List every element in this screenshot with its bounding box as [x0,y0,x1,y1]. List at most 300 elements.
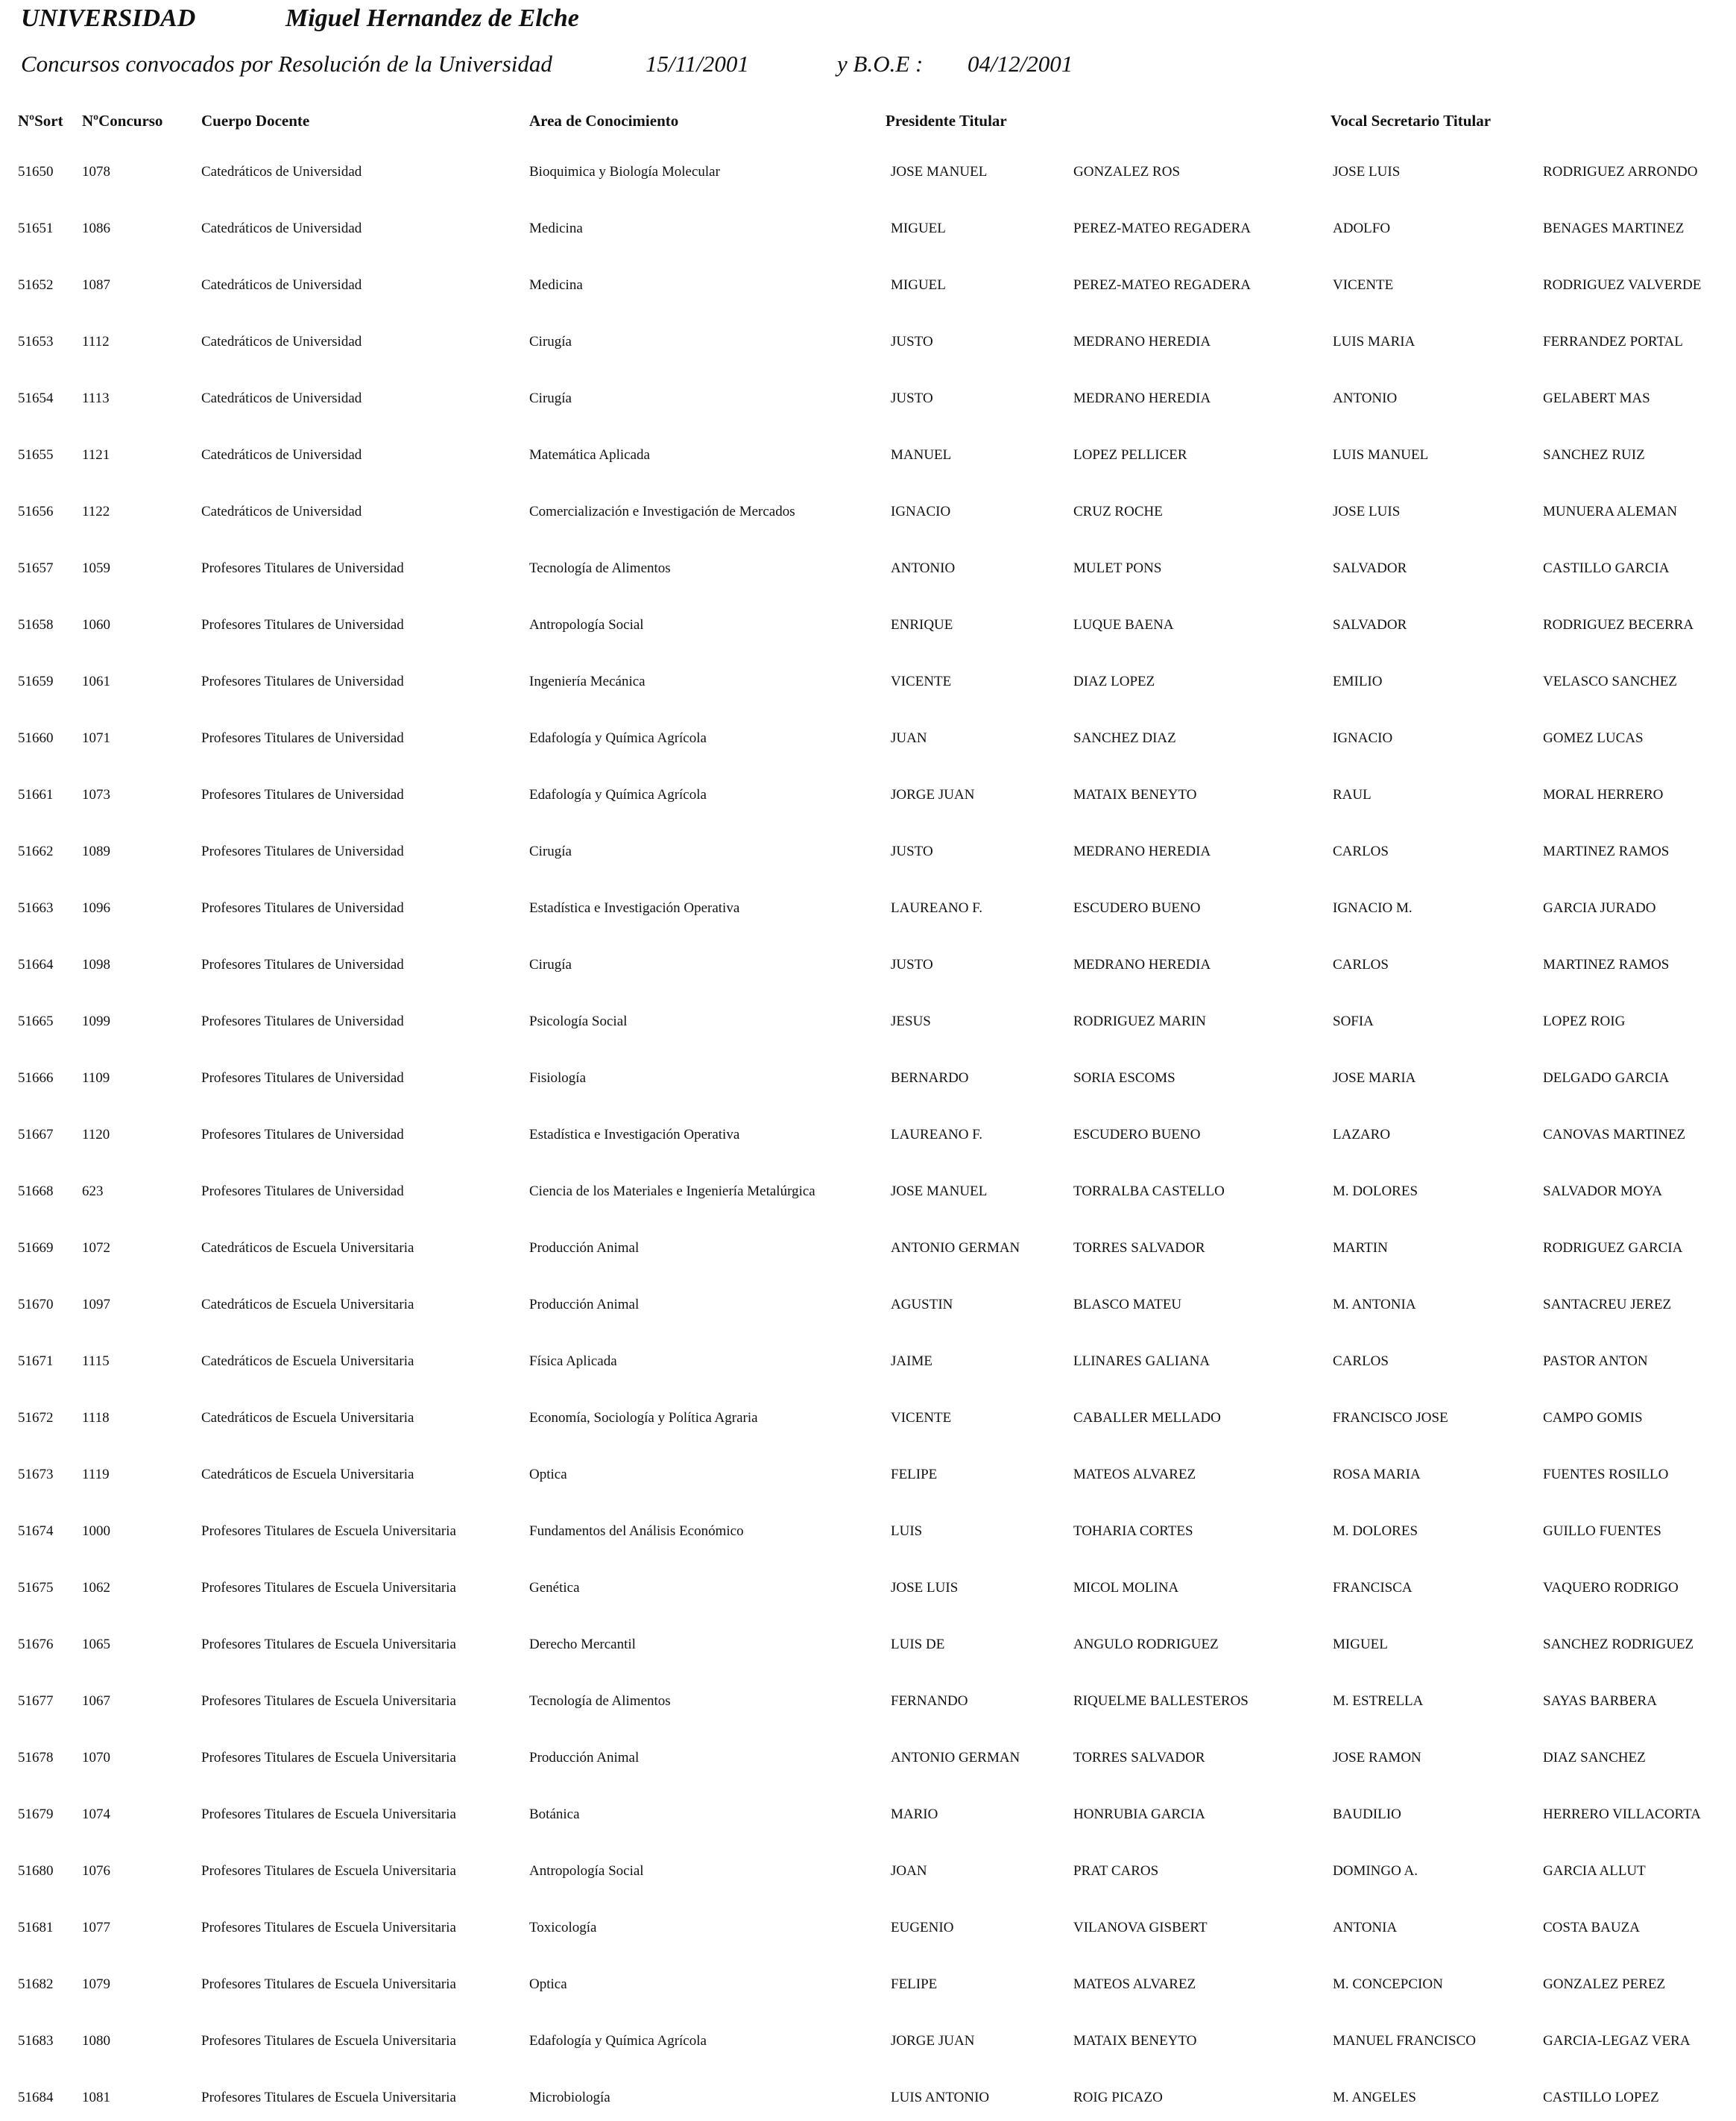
area-conocimiento: Edafología y Química Agrícola [529,730,707,746]
cuerpo-docente: Profesores Titulares de Escuela Universitaria [201,2090,456,2105]
vocal-apellidos: GONZALEZ PEREZ [1543,1976,1666,1992]
vocal-apellidos: HERRERO VILLACORTA [1543,1807,1701,1822]
presidente-nombre: ANTONIO GERMAN [891,1750,1020,1766]
vocal-nombre: M. ANGELES [1333,2090,1416,2105]
boe-label: y B.O.E : [837,51,924,77]
concurso-number: 1099 [82,1014,110,1029]
concurso-number: 1089 [82,844,110,859]
sort-number: 51676 [18,1637,54,1652]
sort-number: 51671 [18,1353,54,1369]
area-conocimiento: Optica [529,1976,567,1992]
table-row [0,1637,1736,1662]
col-header-cuerpo: Cuerpo Docente [201,112,310,130]
vocal-nombre: LUIS MARIA [1333,334,1415,350]
concurso-number: 1000 [82,1523,110,1539]
vocal-nombre: FRANCISCA [1333,1580,1413,1596]
area-conocimiento: Toxicología [529,1920,597,1935]
vocal-nombre: M. CONCEPCION [1333,1976,1443,1992]
table-row [0,447,1736,472]
vocal-apellidos: MARTINEZ RAMOS [1543,844,1670,859]
sort-number: 51672 [18,1410,54,1426]
area-conocimiento: Medicina [529,221,583,236]
presidente-nombre: JUSTO [891,844,933,859]
concurso-number: 1062 [82,1580,110,1596]
presidente-nombre: FELIPE [891,1467,938,1482]
vocal-apellidos: GOMEZ LUCAS [1543,730,1644,746]
sort-number: 51684 [18,2090,54,2105]
table-row [0,2090,1736,2115]
concurso-number: 1080 [82,2033,110,2049]
presidente-apellidos: LOPEZ PELLICER [1073,447,1187,463]
presidente-apellidos: MATAIX BENEYTO [1073,787,1197,803]
boe-date: 04/12/2001 [968,51,1073,77]
cuerpo-docente: Catedráticos de Universidad [201,221,362,236]
cuerpo-docente: Profesores Titulares de Universidad [201,1070,404,1086]
vocal-apellidos: LOPEZ ROIG [1543,1014,1626,1029]
cuerpo-docente: Profesores Titulares de Escuela Universitaria [201,1693,456,1709]
presidente-apellidos: BLASCO MATEU [1073,1297,1182,1312]
presidente-nombre: LAUREANO F. [891,1127,983,1142]
vocal-nombre: JOSE MARIA [1333,1070,1416,1086]
presidente-nombre: LUIS DE [891,1637,945,1652]
col-header-vocal: Vocal Secretario Titular [1331,112,1492,130]
cuerpo-docente: Catedráticos de Escuela Universitaria [201,1467,414,1482]
vocal-nombre: M. ESTRELLA [1333,1693,1424,1709]
table-row [0,900,1736,926]
table-row [0,391,1736,416]
vocal-apellidos: GARCIA JURADO [1543,900,1656,916]
presidente-apellidos: TORRES SALVADOR [1073,1240,1205,1256]
table-row [0,1183,1736,1209]
area-conocimiento: Bioquimica y Biología Molecular [529,164,720,180]
cuerpo-docente: Catedráticos de Universidad [201,277,362,293]
vocal-apellidos: MUNUERA ALEMAN [1543,504,1677,519]
presidente-nombre: JAIME [891,1353,932,1369]
sort-number: 51679 [18,1807,54,1822]
sort-number: 51652 [18,277,54,293]
table-row [0,504,1736,529]
vocal-apellidos: VELASCO SANCHEZ [1543,674,1677,689]
presidente-apellidos: TORRES SALVADOR [1073,1750,1205,1766]
area-conocimiento: Producción Animal [529,1240,640,1256]
area-conocimiento: Edafología y Química Agrícola [529,2033,707,2049]
vocal-nombre: JOSE RAMON [1333,1750,1421,1766]
cuerpo-docente: Profesores Titulares de Universidad [201,1014,404,1029]
presidente-nombre: JUSTO [891,957,933,973]
vocal-nombre: CARLOS [1333,844,1389,859]
sort-number: 51666 [18,1070,54,1086]
area-conocimiento: Microbiología [529,2090,610,2105]
sort-number: 51661 [18,787,54,803]
sort-number: 51667 [18,1127,54,1142]
presidente-nombre: IGNACIO [891,504,951,519]
concurso-number: 1096 [82,900,110,916]
concurso-number: 1081 [82,2090,110,2105]
area-conocimiento: Producción Animal [529,1297,640,1312]
table-row [0,730,1736,756]
area-conocimiento: Botánica [529,1807,580,1822]
vocal-apellidos: PASTOR ANTON [1543,1353,1648,1369]
presidente-nombre: JESUS [891,1014,931,1029]
presidente-nombre: VICENTE [891,674,952,689]
concurso-number: 1113 [82,391,110,406]
vocal-apellidos: GARCIA ALLUT [1543,1863,1646,1879]
vocal-apellidos: GARCIA-LEGAZ VERA [1543,2033,1691,2049]
sort-number: 51654 [18,391,54,406]
cuerpo-docente: Profesores Titulares de Escuela Universitaria [201,1863,456,1879]
sort-number: 51674 [18,1523,54,1539]
table-row [0,957,1736,982]
area-conocimiento: Matemática Aplicada [529,447,650,463]
concurso-number: 1120 [82,1127,110,1142]
cuerpo-docente: Catedráticos de Universidad [201,447,362,463]
sort-number: 51662 [18,844,54,859]
vocal-nombre: ADOLFO [1333,221,1391,236]
presidente-apellidos: ROIG PICAZO [1073,2090,1163,2105]
sort-number: 51664 [18,957,54,973]
concurso-number: 1109 [82,1070,110,1086]
concurso-number: 1073 [82,787,110,803]
cuerpo-docente: Profesores Titulares de Escuela Universitaria [201,1750,456,1766]
presidente-apellidos: ESCUDERO BUENO [1073,900,1201,916]
presidente-apellidos: RODRIGUEZ MARIN [1073,1014,1206,1029]
concurso-number: 1059 [82,560,110,576]
vocal-nombre: JOSE LUIS [1333,504,1401,519]
table-row [0,674,1736,699]
area-conocimiento: Antropología Social [529,617,644,633]
vocal-apellidos: CASTILLO GARCIA [1543,560,1670,576]
sort-number: 51682 [18,1976,54,1992]
presidente-nombre: MANUEL [891,447,952,463]
vocal-apellidos: RODRIGUEZ ARRONDO [1543,164,1698,180]
table-row [0,1297,1736,1322]
cuerpo-docente: Profesores Titulares de Escuela Universitaria [201,2033,456,2049]
sort-number: 51678 [18,1750,54,1766]
area-conocimiento: Cirugía [529,334,572,350]
presidente-nombre: LAUREANO F. [891,900,983,916]
concurso-number: 1086 [82,221,110,236]
cuerpo-docente: Catedráticos de Universidad [201,391,362,406]
presidente-apellidos: VILANOVA GISBERT [1073,1920,1208,1935]
area-conocimiento: Antropología Social [529,1863,644,1879]
sort-number: 51670 [18,1297,54,1312]
vocal-apellidos: DELGADO GARCIA [1543,1070,1670,1086]
presidente-apellidos: MATEOS ALVAREZ [1073,1976,1196,1992]
vocal-apellidos: DIAZ SANCHEZ [1543,1750,1646,1766]
concurso-number: 1115 [82,1353,110,1369]
area-conocimiento: Cirugía [529,957,572,973]
vocal-apellidos: RODRIGUEZ GARCIA [1543,1240,1683,1256]
area-conocimiento: Optica [529,1467,567,1482]
vocal-nombre: MARTIN [1333,1240,1388,1256]
vocal-nombre: MIGUEL [1333,1637,1388,1652]
subtitle-text: Concursos convocados por Resolución de la Universidad [21,51,552,77]
cuerpo-docente: Profesores Titulares de Escuela Universitaria [201,1637,456,1652]
vocal-apellidos: VAQUERO RODRIGO [1543,1580,1679,1596]
presidente-nombre: ANTONIO [891,560,956,576]
presidente-apellidos: MATAIX BENEYTO [1073,2033,1197,2049]
sort-number: 51673 [18,1467,54,1482]
area-conocimiento: Fundamentos del Análisis Económico [529,1523,744,1539]
university-name: Miguel Hernandez de Elche [285,4,579,32]
presidente-nombre: JORGE JUAN [891,787,975,803]
presidente-apellidos: MEDRANO HEREDIA [1073,391,1211,406]
concurso-number: 1119 [82,1467,110,1482]
vocal-nombre: FRANCISCO JOSE [1333,1410,1448,1426]
concurso-number: 1087 [82,277,110,293]
presidente-apellidos: SORIA ESCOMS [1073,1070,1175,1086]
vocal-nombre: VICENTE [1333,277,1394,293]
presidente-nombre: MARIO [891,1807,938,1822]
vocal-apellidos: MORAL HERRERO [1543,787,1664,803]
table-row [0,2033,1736,2058]
sort-number: 51675 [18,1580,54,1596]
concurso-number: 1079 [82,1976,110,1992]
concurso-number: 1122 [82,504,110,519]
vocal-apellidos: GELABERT MAS [1543,391,1650,406]
sort-number: 51677 [18,1693,54,1709]
presidente-nombre: LUIS [891,1523,923,1539]
cuerpo-docente: Profesores Titulares de Universidad [201,844,404,859]
vocal-nombre: M. DOLORES [1333,1183,1418,1199]
cuerpo-docente: Catedráticos de Universidad [201,164,362,180]
table-row [0,1014,1736,1039]
vocal-apellidos: FUENTES ROSILLO [1543,1467,1669,1482]
table-row [0,617,1736,642]
presidente-nombre: EUGENIO [891,1920,954,1935]
vocal-nombre: CARLOS [1333,1353,1389,1369]
area-conocimiento: Psicología Social [529,1014,628,1029]
vocal-nombre: CARLOS [1333,957,1389,973]
vocal-nombre: EMILIO [1333,674,1383,689]
vocal-apellidos: RODRIGUEZ BECERRA [1543,617,1694,633]
sort-number: 51653 [18,334,54,350]
vocal-nombre: RAUL [1333,787,1372,803]
sort-number: 51658 [18,617,54,633]
area-conocimiento: Física Aplicada [529,1353,617,1369]
cuerpo-docente: Profesores Titulares de Universidad [201,1183,404,1199]
table-row [0,1863,1736,1888]
cuerpo-docente: Profesores Titulares de Escuela Universitaria [201,1920,456,1935]
concurso-number: 1121 [82,447,110,463]
area-conocimiento: Estadística e Investigación Operativa [529,1127,740,1142]
cuerpo-docente: Catedráticos de Universidad [201,334,362,350]
presidente-nombre: JOSE MANUEL [891,1183,988,1199]
table-row [0,1523,1736,1549]
presidente-nombre: BERNARDO [891,1070,969,1086]
cuerpo-docente: Profesores Titulares de Universidad [201,674,404,689]
presidente-nombre: JORGE JUAN [891,2033,975,2049]
table-row [0,1353,1736,1379]
cuerpo-docente: Profesores Titulares de Escuela Universitaria [201,1976,456,1992]
cuerpo-docente: Profesores Titulares de Escuela Universitaria [201,1807,456,1822]
area-conocimiento: Ciencia de los Materiales e Ingeniería Metalúrgica [529,1183,815,1199]
cuerpo-docente: Profesores Titulares de Universidad [201,560,404,576]
concurso-number: 1072 [82,1240,110,1256]
area-conocimiento: Genética [529,1580,580,1596]
concurso-number: 1076 [82,1863,110,1879]
presidente-nombre: ANTONIO GERMAN [891,1240,1020,1256]
sort-number: 51650 [18,164,54,180]
presidente-apellidos: MULET PONS [1073,560,1162,576]
table-row [0,1693,1736,1719]
table-row [0,844,1736,869]
cuerpo-docente: Profesores Titulares de Universidad [201,900,404,916]
cuerpo-docente: Profesores Titulares de Universidad [201,617,404,633]
sort-number: 51681 [18,1920,54,1935]
vocal-apellidos: COSTA BAUZA [1543,1920,1640,1935]
resolution-date: 15/11/2001 [646,51,749,77]
table-row [0,1580,1736,1605]
presidente-apellidos: LLINARES GALIANA [1073,1353,1211,1369]
cuerpo-docente: Catedráticos de Escuela Universitaria [201,1240,414,1256]
table-row [0,1750,1736,1775]
area-conocimiento: Comercialización e Investigación de Mercados [529,504,795,519]
vocal-nombre: LUIS MANUEL [1333,447,1429,463]
concurso-number: 1061 [82,674,110,689]
table-row [0,1807,1736,1832]
sort-number: 51683 [18,2033,54,2049]
presidente-apellidos: PRAT CAROS [1073,1863,1159,1879]
vocal-apellidos: GUILLO FUENTES [1543,1523,1661,1539]
col-header-concurso: NºConcurso [82,112,163,130]
vocal-apellidos: SANCHEZ RUIZ [1543,447,1645,463]
area-conocimiento: Economía, Sociología y Política Agraria [529,1410,758,1426]
presidente-nombre: ENRIQUE [891,617,953,633]
university-label: UNIVERSIDAD [21,4,196,32]
cuerpo-docente: Profesores Titulares de Universidad [201,957,404,973]
cuerpo-docente: Profesores Titulares de Escuela Universitaria [201,1580,456,1596]
concurso-number: 1070 [82,1750,110,1766]
concurso-number: 1060 [82,617,110,633]
area-conocimiento: Producción Animal [529,1750,640,1766]
presidente-apellidos: LUQUE BAENA [1073,617,1174,633]
table-row [0,1127,1736,1152]
vocal-apellidos: SANCHEZ RODRIGUEZ [1543,1637,1694,1652]
table-row [0,1070,1736,1096]
table-row [0,1467,1736,1492]
vocal-apellidos: MARTINEZ RAMOS [1543,957,1670,973]
presidente-apellidos: SANCHEZ DIAZ [1073,730,1176,746]
vocal-apellidos: CASTILLO LOPEZ [1543,2090,1659,2105]
table-row [0,334,1736,359]
table-row [0,164,1736,189]
presidente-nombre: AGUSTIN [891,1297,953,1312]
sort-number: 51657 [18,560,54,576]
presidente-nombre: MIGUEL [891,277,946,293]
area-conocimiento: Tecnología de Alimentos [529,560,671,576]
presidente-apellidos: ESCUDERO BUENO [1073,1127,1201,1142]
cuerpo-docente: Catedráticos de Escuela Universitaria [201,1410,414,1426]
vocal-nombre: MANUEL FRANCISCO [1333,2033,1476,2049]
vocal-nombre: DOMINGO A. [1333,1863,1418,1879]
presidente-apellidos: MATEOS ALVAREZ [1073,1467,1196,1482]
vocal-nombre: M. DOLORES [1333,1523,1418,1539]
vocal-apellidos: FERRANDEZ PORTAL [1543,334,1683,350]
cuerpo-docente: Profesores Titulares de Escuela Universitaria [201,1523,456,1539]
vocal-nombre: SALVADOR [1333,617,1407,633]
vocal-nombre: LAZARO [1333,1127,1391,1142]
vocal-nombre: M. ANTONIA [1333,1297,1416,1312]
vocal-nombre: ANTONIA [1333,1920,1398,1935]
vocal-nombre: IGNACIO M. [1333,900,1413,916]
sort-number: 51680 [18,1863,54,1879]
presidente-nombre: JUSTO [891,391,933,406]
presidente-nombre: LUIS ANTONIO [891,2090,990,2105]
presidente-apellidos: ANGULO RODRIGUEZ [1073,1637,1219,1652]
area-conocimiento: Cirugía [529,391,572,406]
presidente-apellidos: TORRALBA CASTELLO [1073,1183,1225,1199]
concurso-number: 1074 [82,1807,110,1822]
presidente-apellidos: CABALLER MELLADO [1073,1410,1221,1426]
concurso-number: 1078 [82,164,110,180]
concurso-number: 1118 [82,1410,110,1426]
sort-number: 51663 [18,900,54,916]
concurso-number: 623 [82,1183,104,1199]
concurso-number: 1071 [82,730,110,746]
vocal-nombre: ANTONIO [1333,391,1398,406]
presidente-nombre: FERNANDO [891,1693,968,1709]
vocal-nombre: SALVADOR [1333,560,1407,576]
vocal-nombre: ROSA MARIA [1333,1467,1421,1482]
cuerpo-docente: Catedráticos de Universidad [201,504,362,519]
cuerpo-docente: Profesores Titulares de Universidad [201,1127,404,1142]
table-row [0,1240,1736,1265]
presidente-nombre: JOSE MANUEL [891,164,988,180]
area-conocimiento: Estadística e Investigación Operativa [529,900,740,916]
vocal-apellidos: SAYAS BARBERA [1543,1693,1657,1709]
concurso-number: 1077 [82,1920,110,1935]
col-header-area: Area de Conocimiento [529,112,679,130]
area-conocimiento: Derecho Mercantil [529,1637,636,1652]
sort-number: 51669 [18,1240,54,1256]
table-row [0,1920,1736,1945]
vocal-nombre: BAUDILIO [1333,1807,1401,1822]
presidente-nombre: VICENTE [891,1410,952,1426]
concurso-number: 1067 [82,1693,110,1709]
sort-number: 51651 [18,221,54,236]
vocal-apellidos: CAMPO GOMIS [1543,1410,1643,1426]
presidente-apellidos: MEDRANO HEREDIA [1073,844,1211,859]
presidente-apellidos: PEREZ-MATEO REGADERA [1073,221,1252,236]
vocal-apellidos: SANTACREU JEREZ [1543,1297,1672,1312]
cuerpo-docente: Profesores Titulares de Universidad [201,730,404,746]
table-row [0,277,1736,303]
presidente-apellidos: MEDRANO HEREDIA [1073,957,1211,973]
col-header-presidente: Presidente Titular [886,112,1007,130]
area-conocimiento: Edafología y Química Agrícola [529,787,707,803]
presidente-nombre: FELIPE [891,1976,938,1992]
vocal-nombre: SOFIA [1333,1014,1374,1029]
col-header-sort: NºSort [18,112,63,130]
presidente-apellidos: TOHARIA CORTES [1073,1523,1193,1539]
sort-number: 51665 [18,1014,54,1029]
presidente-apellidos: HONRUBIA GARCIA [1073,1807,1205,1822]
area-conocimiento: Tecnología de Alimentos [529,1693,671,1709]
sort-number: 51659 [18,674,54,689]
presidente-nombre: JOAN [891,1863,927,1879]
presidente-apellidos: CRUZ ROCHE [1073,504,1163,519]
vocal-apellidos: RODRIGUEZ VALVERDE [1543,277,1702,293]
vocal-nombre: IGNACIO [1333,730,1393,746]
area-conocimiento: Fisiología [529,1070,587,1086]
presidente-apellidos: RIQUELME BALLESTEROS [1073,1693,1249,1709]
concurso-number: 1097 [82,1297,110,1312]
sort-number: 51668 [18,1183,54,1199]
cuerpo-docente: Catedráticos de Escuela Universitaria [201,1353,414,1369]
table-row [0,1976,1736,2002]
vocal-apellidos: CANOVAS MARTINEZ [1543,1127,1686,1142]
